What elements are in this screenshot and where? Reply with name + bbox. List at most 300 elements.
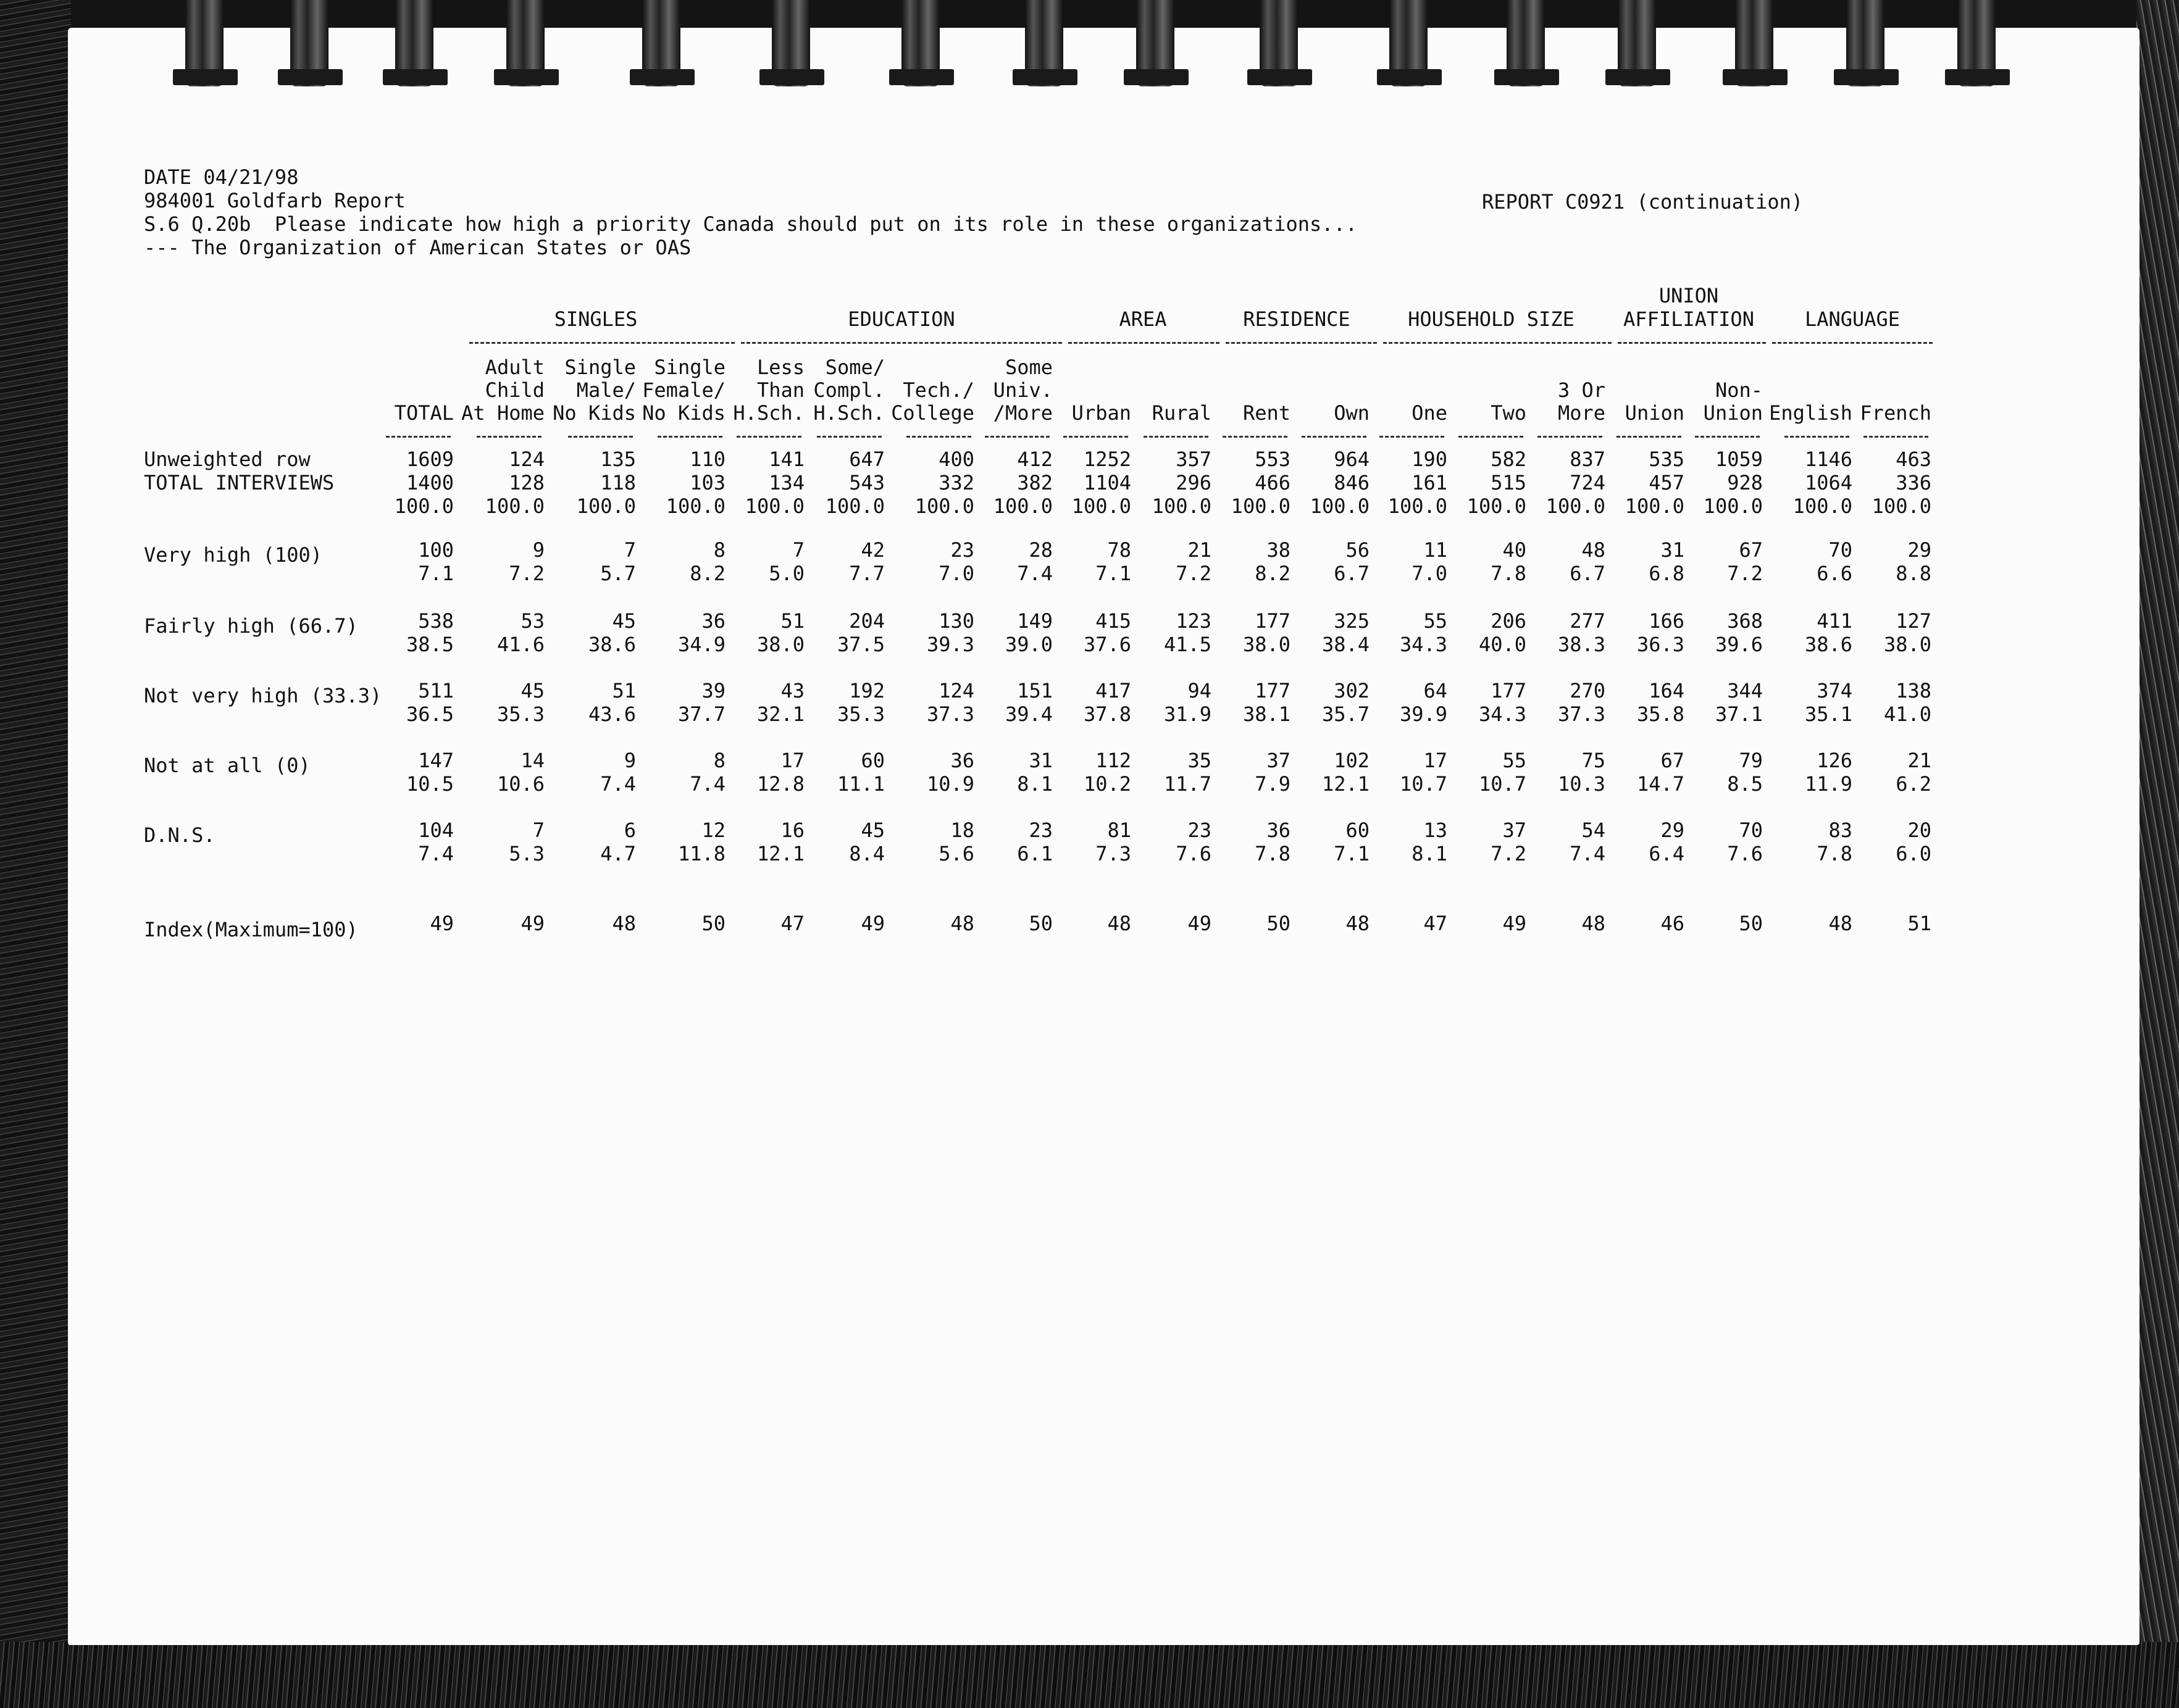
column-header: One <box>1412 401 1447 425</box>
percent-cell: 14.7 <box>1636 772 1684 796</box>
count-cell: 79 <box>1739 749 1763 772</box>
base-cell: 100.0 <box>485 494 545 518</box>
percent-cell: 7.2 <box>509 562 545 585</box>
percent-cell: 37.7 <box>677 702 726 726</box>
count-cell: 35 <box>1187 749 1211 772</box>
index-cell: 48 <box>950 912 974 935</box>
percent-cell: 8.8 <box>1896 562 1931 585</box>
count-cell: 104 <box>418 819 454 842</box>
column-header: 3 Or More <box>1557 378 1605 425</box>
base-cell: 100.0 <box>1792 494 1852 518</box>
percent-cell: 7.4 <box>600 772 636 796</box>
percent-cell: 35.3 <box>837 702 885 726</box>
base-cell: 466 <box>1255 471 1290 494</box>
count-cell: 11 <box>1423 538 1447 562</box>
base-cell: 1609 <box>406 448 454 471</box>
percent-cell: 6.4 <box>1649 842 1684 865</box>
count-cell: 29 <box>1660 819 1684 842</box>
row-label: Fairly high (66.7) <box>144 614 358 638</box>
percent-cell: 38.6 <box>1804 633 1852 656</box>
column-rule <box>1616 436 1681 438</box>
percent-cell: 6.0 <box>1896 842 1931 865</box>
row-label: Not at all (0) <box>144 754 311 777</box>
base-cell: 100.0 <box>1387 494 1447 518</box>
count-cell: 23 <box>950 538 974 562</box>
base-cell: 1104 <box>1083 471 1131 494</box>
percent-cell: 38.0 <box>1883 633 1931 656</box>
count-cell: 126 <box>1817 749 1852 772</box>
group-rule <box>1618 342 1766 344</box>
group-header: EDUCATION <box>848 307 955 331</box>
count-cell: 60 <box>1345 819 1370 842</box>
column-rule <box>1144 436 1208 438</box>
index-cell: 48 <box>1345 912 1370 935</box>
percent-cell: 7.8 <box>1491 562 1526 585</box>
percent-cell: 7.4 <box>418 842 454 865</box>
count-cell: 177 <box>1491 679 1526 702</box>
column-rule <box>386 436 451 438</box>
count-cell: 18 <box>950 819 974 842</box>
count-cell: 51 <box>780 609 805 633</box>
percent-cell: 32.1 <box>756 702 805 726</box>
percent-cell: 7.2 <box>1727 562 1763 585</box>
count-cell: 53 <box>521 609 545 633</box>
base-cell: 543 <box>849 471 885 494</box>
count-cell: 415 <box>1095 609 1131 633</box>
percent-cell: 7.3 <box>1095 842 1131 865</box>
count-cell: 127 <box>1896 609 1931 633</box>
count-cell: 8 <box>713 749 726 772</box>
count-cell: 149 <box>1017 609 1053 633</box>
base-cell: 463 <box>1896 448 1931 471</box>
percent-cell: 7.1 <box>418 562 454 585</box>
base-cell: 724 <box>1570 471 1605 494</box>
percent-cell: 37.3 <box>926 702 974 726</box>
percent-cell: 7.7 <box>849 562 885 585</box>
percent-cell: 7.2 <box>1176 562 1211 585</box>
percent-cell: 34.3 <box>1399 633 1447 656</box>
index-cell: 49 <box>521 912 545 935</box>
percent-cell: 36.3 <box>1636 633 1684 656</box>
percent-cell: 8.2 <box>1255 562 1290 585</box>
index-cell: 46 <box>1660 912 1684 935</box>
base-cell: 332 <box>939 471 974 494</box>
percent-cell: 7.0 <box>939 562 974 585</box>
count-cell: 37 <box>1502 819 1526 842</box>
index-cell: 50 <box>701 912 726 935</box>
count-cell: 374 <box>1817 679 1852 702</box>
subquestion-text: --- The Organization of American States or OAS <box>144 236 692 259</box>
column-header: Some/ Compl. H.Sch. <box>813 356 885 425</box>
column-header: Some Univ. /More <box>993 356 1053 425</box>
group-rule <box>741 342 1062 344</box>
percent-cell: 8.2 <box>690 562 726 585</box>
count-cell: 164 <box>1649 679 1684 702</box>
count-cell: 81 <box>1107 819 1131 842</box>
percent-cell: 35.7 <box>1321 702 1370 726</box>
base-cell: 515 <box>1491 471 1526 494</box>
base-cell: 1146 <box>1804 448 1852 471</box>
base-cell: 100.0 <box>1545 494 1605 518</box>
percent-cell: 5.0 <box>769 562 805 585</box>
percent-cell: 10.7 <box>1478 772 1526 796</box>
column-header: French <box>1860 401 1931 425</box>
index-cell: 48 <box>612 912 636 935</box>
index-cell: 49 <box>1502 912 1526 935</box>
percent-cell: 5.6 <box>939 842 974 865</box>
count-cell: 70 <box>1739 819 1763 842</box>
percent-cell: 37.5 <box>837 633 885 656</box>
base-cell: 128 <box>509 471 545 494</box>
column-header: Less Than H.Sch. <box>733 356 805 425</box>
base-cell: 100.0 <box>1231 494 1290 518</box>
count-cell: 8 <box>713 538 726 562</box>
column-rule <box>1695 436 1760 438</box>
row-label: Very high (100) <box>144 543 322 567</box>
base-cell: 535 <box>1649 448 1684 471</box>
base-cell: 161 <box>1412 471 1447 494</box>
group-rule <box>1226 342 1377 344</box>
percent-cell: 39.3 <box>926 633 974 656</box>
count-cell: 100 <box>418 538 454 562</box>
percent-cell: 8.5 <box>1727 772 1763 796</box>
percent-cell: 10.2 <box>1083 772 1131 796</box>
percent-cell: 10.5 <box>406 772 454 796</box>
count-cell: 56 <box>1345 538 1370 562</box>
column-header: Tech./ College <box>891 378 974 425</box>
percent-cell: 6.2 <box>1896 772 1931 796</box>
base-cell: 412 <box>1017 448 1053 471</box>
count-cell: 28 <box>1029 538 1053 562</box>
index-cell: 49 <box>861 912 885 935</box>
count-cell: 411 <box>1817 609 1852 633</box>
percent-cell: 37.3 <box>1557 702 1605 726</box>
count-cell: 7 <box>624 538 636 562</box>
base-cell: 296 <box>1176 471 1211 494</box>
percent-cell: 40.0 <box>1478 633 1526 656</box>
base-cell: 100.0 <box>745 494 805 518</box>
base-cell: 190 <box>1412 448 1447 471</box>
group-header: LANGUAGE <box>1804 307 1901 331</box>
percent-cell: 7.4 <box>1570 842 1605 865</box>
percent-cell: 39.9 <box>1399 702 1447 726</box>
count-cell: 94 <box>1187 679 1211 702</box>
column-header: Union <box>1625 401 1684 425</box>
column-header: Single Female/ No Kids <box>642 356 726 425</box>
percent-cell: 38.6 <box>588 633 636 656</box>
column-header: English <box>1769 401 1852 425</box>
column-header: Two <box>1491 401 1526 425</box>
index-cell: 47 <box>1423 912 1447 935</box>
percent-cell: 7.4 <box>690 772 726 796</box>
index-label: Index(Maximum=100) <box>144 918 358 941</box>
group-rule <box>469 342 735 344</box>
count-cell: 511 <box>418 679 454 702</box>
base-cell: 964 <box>1334 448 1370 471</box>
percent-cell: 41.6 <box>496 633 545 656</box>
base-cell: 100.0 <box>914 494 974 518</box>
count-cell: 36 <box>701 609 726 633</box>
count-cell: 102 <box>1334 749 1370 772</box>
base-cell: 928 <box>1727 471 1763 494</box>
report-name: 984001 Goldfarb Report <box>144 189 406 212</box>
base-cell: 100.0 <box>1625 494 1684 518</box>
count-cell: 48 <box>1581 538 1605 562</box>
base-cell: 357 <box>1176 448 1211 471</box>
count-cell: 51 <box>612 679 636 702</box>
count-cell: 17 <box>1423 749 1447 772</box>
count-cell: 147 <box>418 749 454 772</box>
count-cell: 23 <box>1187 819 1211 842</box>
count-cell: 9 <box>532 538 545 562</box>
count-cell: 368 <box>1727 609 1763 633</box>
percent-cell: 8.1 <box>1017 772 1053 796</box>
base-cell: 118 <box>600 471 636 494</box>
percent-cell: 41.0 <box>1883 702 1931 726</box>
percent-cell: 37.8 <box>1083 702 1131 726</box>
column-rule <box>1379 436 1444 438</box>
percent-cell: 7.6 <box>1727 842 1763 865</box>
count-cell: 45 <box>861 819 885 842</box>
base-cell: 100.0 <box>394 494 454 518</box>
base-cell: 1064 <box>1804 471 1852 494</box>
column-rule <box>906 436 971 438</box>
base-cell: 100.0 <box>1703 494 1763 518</box>
index-cell: 47 <box>780 912 805 935</box>
percent-cell: 38.4 <box>1321 633 1370 656</box>
count-cell: 277 <box>1570 609 1605 633</box>
count-cell: 38 <box>1266 538 1290 562</box>
column-rule <box>1784 436 1849 438</box>
count-cell: 14 <box>521 749 545 772</box>
base-cell: 141 <box>769 448 805 471</box>
count-cell: 16 <box>780 819 805 842</box>
base-label-unweighted: Unweighted row <box>144 448 311 471</box>
count-cell: 36 <box>950 749 974 772</box>
column-rule <box>658 436 722 438</box>
count-cell: 17 <box>780 749 805 772</box>
percent-cell: 7.6 <box>1176 842 1211 865</box>
count-cell: 151 <box>1017 679 1053 702</box>
base-cell: 110 <box>690 448 726 471</box>
count-cell: 417 <box>1095 679 1131 702</box>
percent-cell: 39.4 <box>1005 702 1053 726</box>
percent-cell: 38.1 <box>1242 702 1290 726</box>
percent-cell: 38.0 <box>756 633 805 656</box>
count-cell: 192 <box>849 679 885 702</box>
count-cell: 37 <box>1266 749 1290 772</box>
group-header: RESIDENCE <box>1243 307 1350 331</box>
percent-cell: 7.1 <box>1095 562 1131 585</box>
count-cell: 177 <box>1255 609 1290 633</box>
percent-cell: 35.1 <box>1804 702 1852 726</box>
column-rule <box>1458 436 1523 438</box>
base-cell: 1400 <box>406 471 454 494</box>
base-cell: 400 <box>939 448 974 471</box>
percent-cell: 8.1 <box>1412 842 1447 865</box>
column-header: Non- Union <box>1703 378 1763 425</box>
column-rule <box>817 436 882 438</box>
count-cell: 43 <box>780 679 805 702</box>
column-header: Own <box>1334 401 1370 425</box>
percent-cell: 7.4 <box>1017 562 1053 585</box>
count-cell: 204 <box>849 609 885 633</box>
group-header: SINGLES <box>554 307 638 331</box>
base-cell: 100.0 <box>1872 494 1931 518</box>
count-cell: 21 <box>1907 749 1931 772</box>
percent-cell: 37.1 <box>1715 702 1763 726</box>
column-rule <box>1302 436 1366 438</box>
percent-cell: 41.5 <box>1163 633 1211 656</box>
count-cell: 64 <box>1423 679 1447 702</box>
percent-cell: 35.3 <box>496 702 545 726</box>
base-cell: 837 <box>1570 448 1605 471</box>
percent-cell: 37.6 <box>1083 633 1131 656</box>
count-cell: 83 <box>1828 819 1852 842</box>
group-rule <box>1772 342 1933 344</box>
count-cell: 112 <box>1095 749 1131 772</box>
percent-cell: 38.5 <box>406 633 454 656</box>
index-cell: 48 <box>1107 912 1131 935</box>
base-cell: 100.0 <box>1466 494 1526 518</box>
count-cell: 75 <box>1581 749 1605 772</box>
report-id: REPORT C0921 (continuation) <box>1482 190 1804 214</box>
count-cell: 31 <box>1029 749 1053 772</box>
index-cell: 48 <box>1828 912 1852 935</box>
base-cell: 103 <box>690 471 726 494</box>
base-cell: 336 <box>1896 471 1931 494</box>
percent-cell: 12.1 <box>1321 772 1370 796</box>
percent-cell: 4.7 <box>600 842 636 865</box>
index-cell: 50 <box>1029 912 1053 935</box>
base-cell: 582 <box>1491 448 1526 471</box>
count-cell: 124 <box>939 679 974 702</box>
base-cell: 100.0 <box>993 494 1053 518</box>
group-header: HOUSEHOLD SIZE <box>1408 307 1575 331</box>
percent-cell: 8.4 <box>849 842 885 865</box>
question-text: S.6 Q.20b Please indicate how high a priority Canada should put on its role in these organizations... <box>144 212 1358 236</box>
percent-cell: 43.6 <box>588 702 636 726</box>
base-cell: 100.0 <box>825 494 885 518</box>
column-header: Rural <box>1152 401 1211 425</box>
count-cell: 302 <box>1334 679 1370 702</box>
count-cell: 42 <box>861 538 885 562</box>
percent-cell: 7.2 <box>1491 842 1526 865</box>
base-cell: 846 <box>1334 471 1370 494</box>
percent-cell: 10.7 <box>1399 772 1447 796</box>
percent-cell: 31.9 <box>1163 702 1211 726</box>
base-cell: 100.0 <box>666 494 726 518</box>
percent-cell: 7.8 <box>1255 842 1290 865</box>
count-cell: 45 <box>521 679 545 702</box>
percent-cell: 7.1 <box>1334 842 1370 865</box>
base-cell: 100.0 <box>1071 494 1131 518</box>
column-rule <box>1863 436 1928 438</box>
row-label: Not very high (33.3) <box>144 684 382 707</box>
base-cell: 100.0 <box>1310 494 1370 518</box>
base-cell: 134 <box>769 471 805 494</box>
group-rule <box>1068 342 1219 344</box>
group-header: AREA <box>1119 307 1167 331</box>
column-rule <box>985 436 1050 438</box>
base-cell: 100.0 <box>1152 494 1211 518</box>
percent-cell: 5.3 <box>509 842 545 865</box>
count-cell: 20 <box>1907 819 1931 842</box>
percent-cell: 34.3 <box>1478 702 1526 726</box>
column-rule <box>1063 436 1128 438</box>
percent-cell: 38.0 <box>1242 633 1290 656</box>
percent-cell: 5.7 <box>600 562 636 585</box>
base-cell: 135 <box>600 448 636 471</box>
base-cell: 124 <box>509 448 545 471</box>
percent-cell: 11.1 <box>837 772 885 796</box>
count-cell: 7 <box>792 538 805 562</box>
percent-cell: 7.9 <box>1255 772 1290 796</box>
percent-cell: 39.0 <box>1005 633 1053 656</box>
base-label-total: TOTAL INTERVIEWS <box>144 471 335 494</box>
count-cell: 270 <box>1570 679 1605 702</box>
count-cell: 538 <box>418 609 454 633</box>
column-header: Single Male/ No Kids <box>553 356 636 425</box>
percent-cell: 6.7 <box>1334 562 1370 585</box>
percent-cell: 6.8 <box>1649 562 1684 585</box>
count-cell: 55 <box>1502 749 1526 772</box>
count-cell: 177 <box>1255 679 1290 702</box>
count-cell: 12 <box>701 819 726 842</box>
base-cell: 1059 <box>1715 448 1763 471</box>
count-cell: 70 <box>1828 538 1852 562</box>
base-cell: 100.0 <box>576 494 636 518</box>
count-cell: 6 <box>624 819 636 842</box>
index-cell: 50 <box>1739 912 1763 935</box>
count-cell: 138 <box>1896 679 1931 702</box>
base-cell: 647 <box>849 448 885 471</box>
base-cell: 457 <box>1649 471 1684 494</box>
percent-cell: 35.8 <box>1636 702 1684 726</box>
count-cell: 55 <box>1423 609 1447 633</box>
count-cell: 29 <box>1907 538 1931 562</box>
percent-cell: 11.8 <box>677 842 726 865</box>
column-rule <box>1223 436 1287 438</box>
count-cell: 344 <box>1727 679 1763 702</box>
base-cell: 382 <box>1017 471 1053 494</box>
column-rule <box>477 436 542 438</box>
column-rule <box>568 436 633 438</box>
percent-cell: 7.8 <box>1817 842 1852 865</box>
count-cell: 54 <box>1581 819 1605 842</box>
count-cell: 7 <box>532 819 545 842</box>
count-cell: 60 <box>861 749 885 772</box>
count-cell: 67 <box>1739 538 1763 562</box>
column-header: Rent <box>1242 401 1290 425</box>
percent-cell: 6.1 <box>1017 842 1053 865</box>
percent-cell: 11.7 <box>1163 772 1211 796</box>
column-header: Adult Child At Home <box>461 356 545 425</box>
count-cell: 39 <box>701 679 726 702</box>
count-cell: 21 <box>1187 538 1211 562</box>
count-cell: 166 <box>1649 609 1684 633</box>
column-rule <box>1537 436 1602 438</box>
count-cell: 325 <box>1334 609 1370 633</box>
column-header: Urban <box>1071 401 1131 425</box>
count-cell: 31 <box>1660 538 1684 562</box>
count-cell: 67 <box>1660 749 1684 772</box>
column-header: TOTAL <box>394 401 454 425</box>
percent-cell: 7.0 <box>1412 562 1447 585</box>
percent-cell: 12.8 <box>756 772 805 796</box>
group-header: UNION AFFILIATION <box>1623 284 1754 331</box>
count-cell: 9 <box>624 749 636 772</box>
